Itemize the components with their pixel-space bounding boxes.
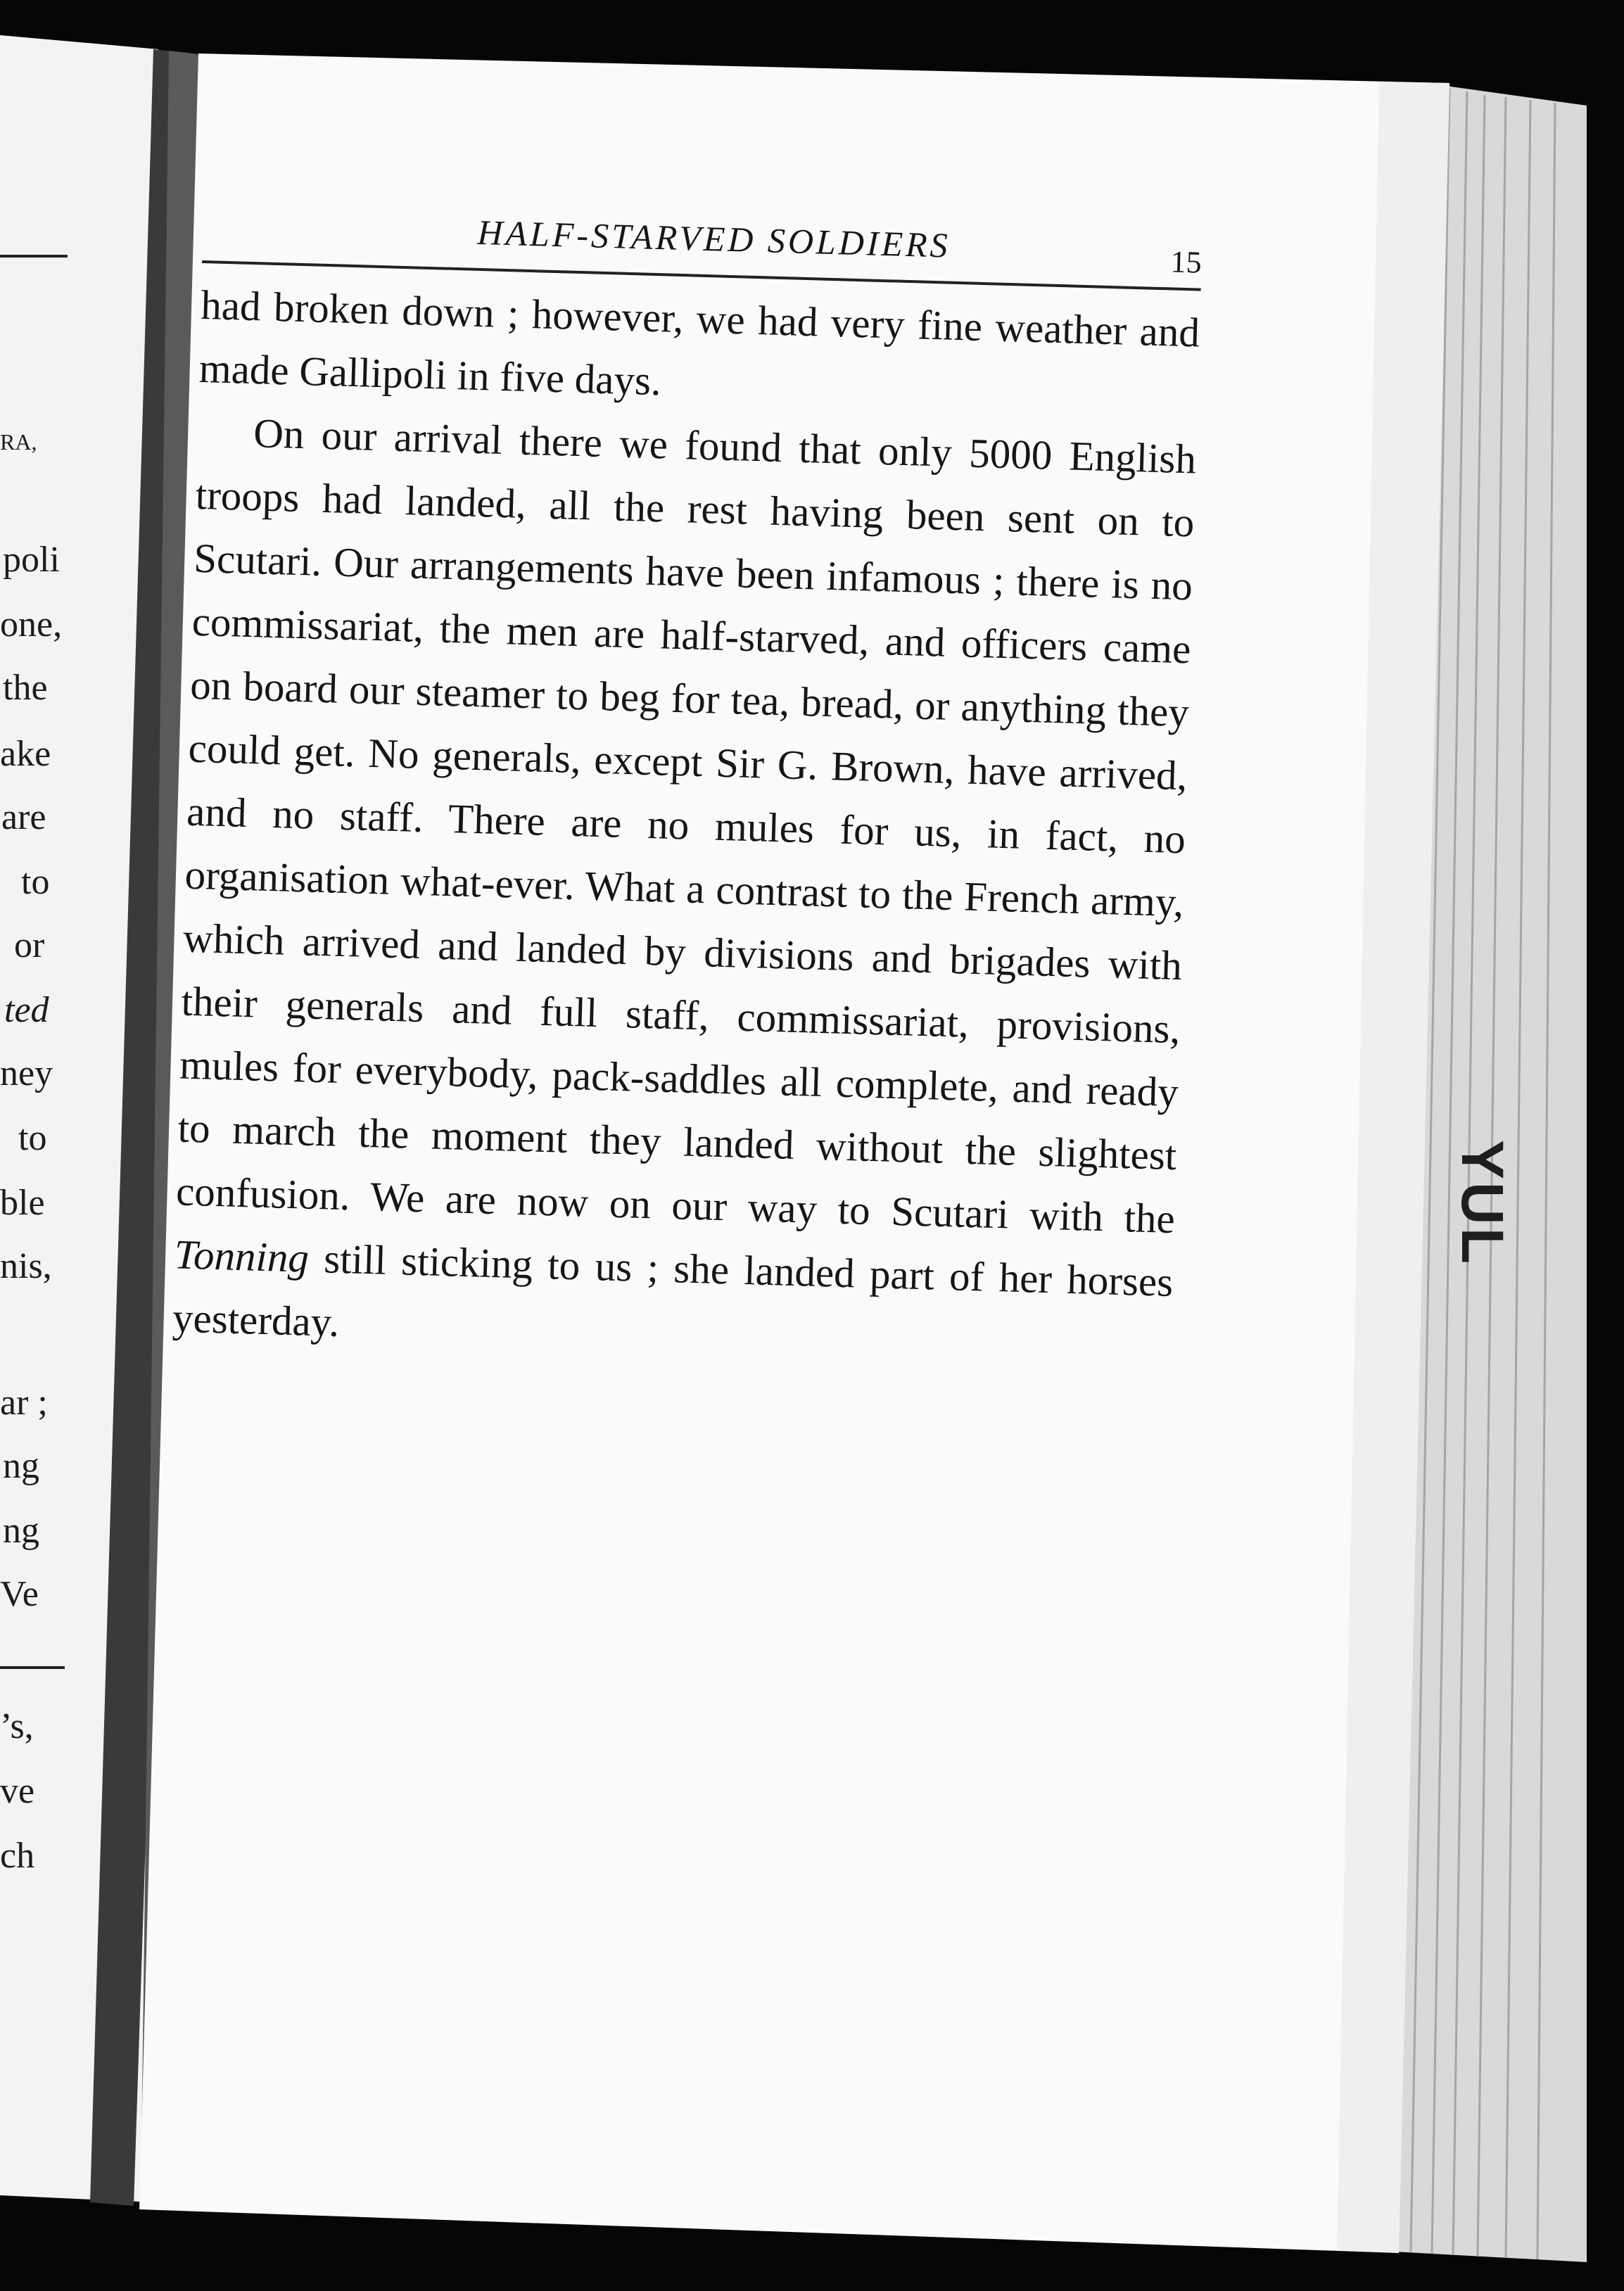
previous-page-fragment: RA, — [0, 429, 37, 455]
previous-page-fragment: ted — [4, 990, 49, 1030]
previous-page-fragment: ake — [0, 734, 51, 774]
previous-page-fragment: ng — [3, 1446, 39, 1486]
paragraph-1: had broken down ; however, we had very fine weather and made Gallipoli in five days. — [198, 281, 1200, 405]
previous-page-fragment: ’s, — [0, 1706, 34, 1746]
previous-page-fragment: ney — [0, 1053, 53, 1093]
running-head — [202, 190, 1203, 288]
page-number: 15 — [1170, 244, 1203, 280]
previous-page-fragment: poli — [3, 540, 60, 580]
previous-page-fragment: or — [14, 925, 45, 965]
page-content — [172, 190, 1203, 1377]
previous-page-fragment: are — [1, 797, 46, 837]
previous-page-fragment: the — [3, 668, 48, 708]
running-head-title: HALF-STARVED SOLDIERS — [476, 212, 951, 265]
previous-page-fragment: ch — [0, 1836, 35, 1876]
previous-page-fragment: ve — [0, 1771, 35, 1811]
body-text — [172, 273, 1200, 1377]
previous-page-fragment: nis, — [0, 1246, 52, 1286]
previous-page-fragment: one, — [0, 604, 63, 645]
previous-page-fragment: ng — [3, 1511, 39, 1551]
paragraph-2-text: On our arrival there we found that only 5000 English troops had landed, all the rest having been sent on to Scutari. Our arrangements have been infamous ; there is no commissariat, the men are half-starved, and officers came on board our steamer to beg for tea, bread, or anything they could get. No generals, except Sir G. Brown, have arrived, and no staff. There are no mules for us, in fact, no organisation what-ever. What a contrast to the French army, which arrived and landed by divisions and brigades with their generals and full staff, commissariat, provisions, mules for everybody, pack-saddles all complete, and ready to march the moment they landed without the slightest confusion. We are now on our way to Scutari with the — [175, 410, 1197, 1243]
edge-stamp: YUL — [1449, 1140, 1516, 1267]
paragraph-2 — [172, 400, 1197, 1377]
paragraph-2-text-end: still sticking to us ; she landed part of her horses yesterday. — [172, 1234, 1174, 1345]
previous-page-fragment: ar ; — [0, 1383, 48, 1423]
ship-name: Tonning — [173, 1231, 310, 1281]
previous-page-fragment: ble — [0, 1183, 45, 1223]
previous-page-fragment: to — [21, 862, 50, 902]
previous-page-fragment: Ve — [0, 1574, 39, 1614]
previous-page-fragment: to — [18, 1118, 47, 1158]
